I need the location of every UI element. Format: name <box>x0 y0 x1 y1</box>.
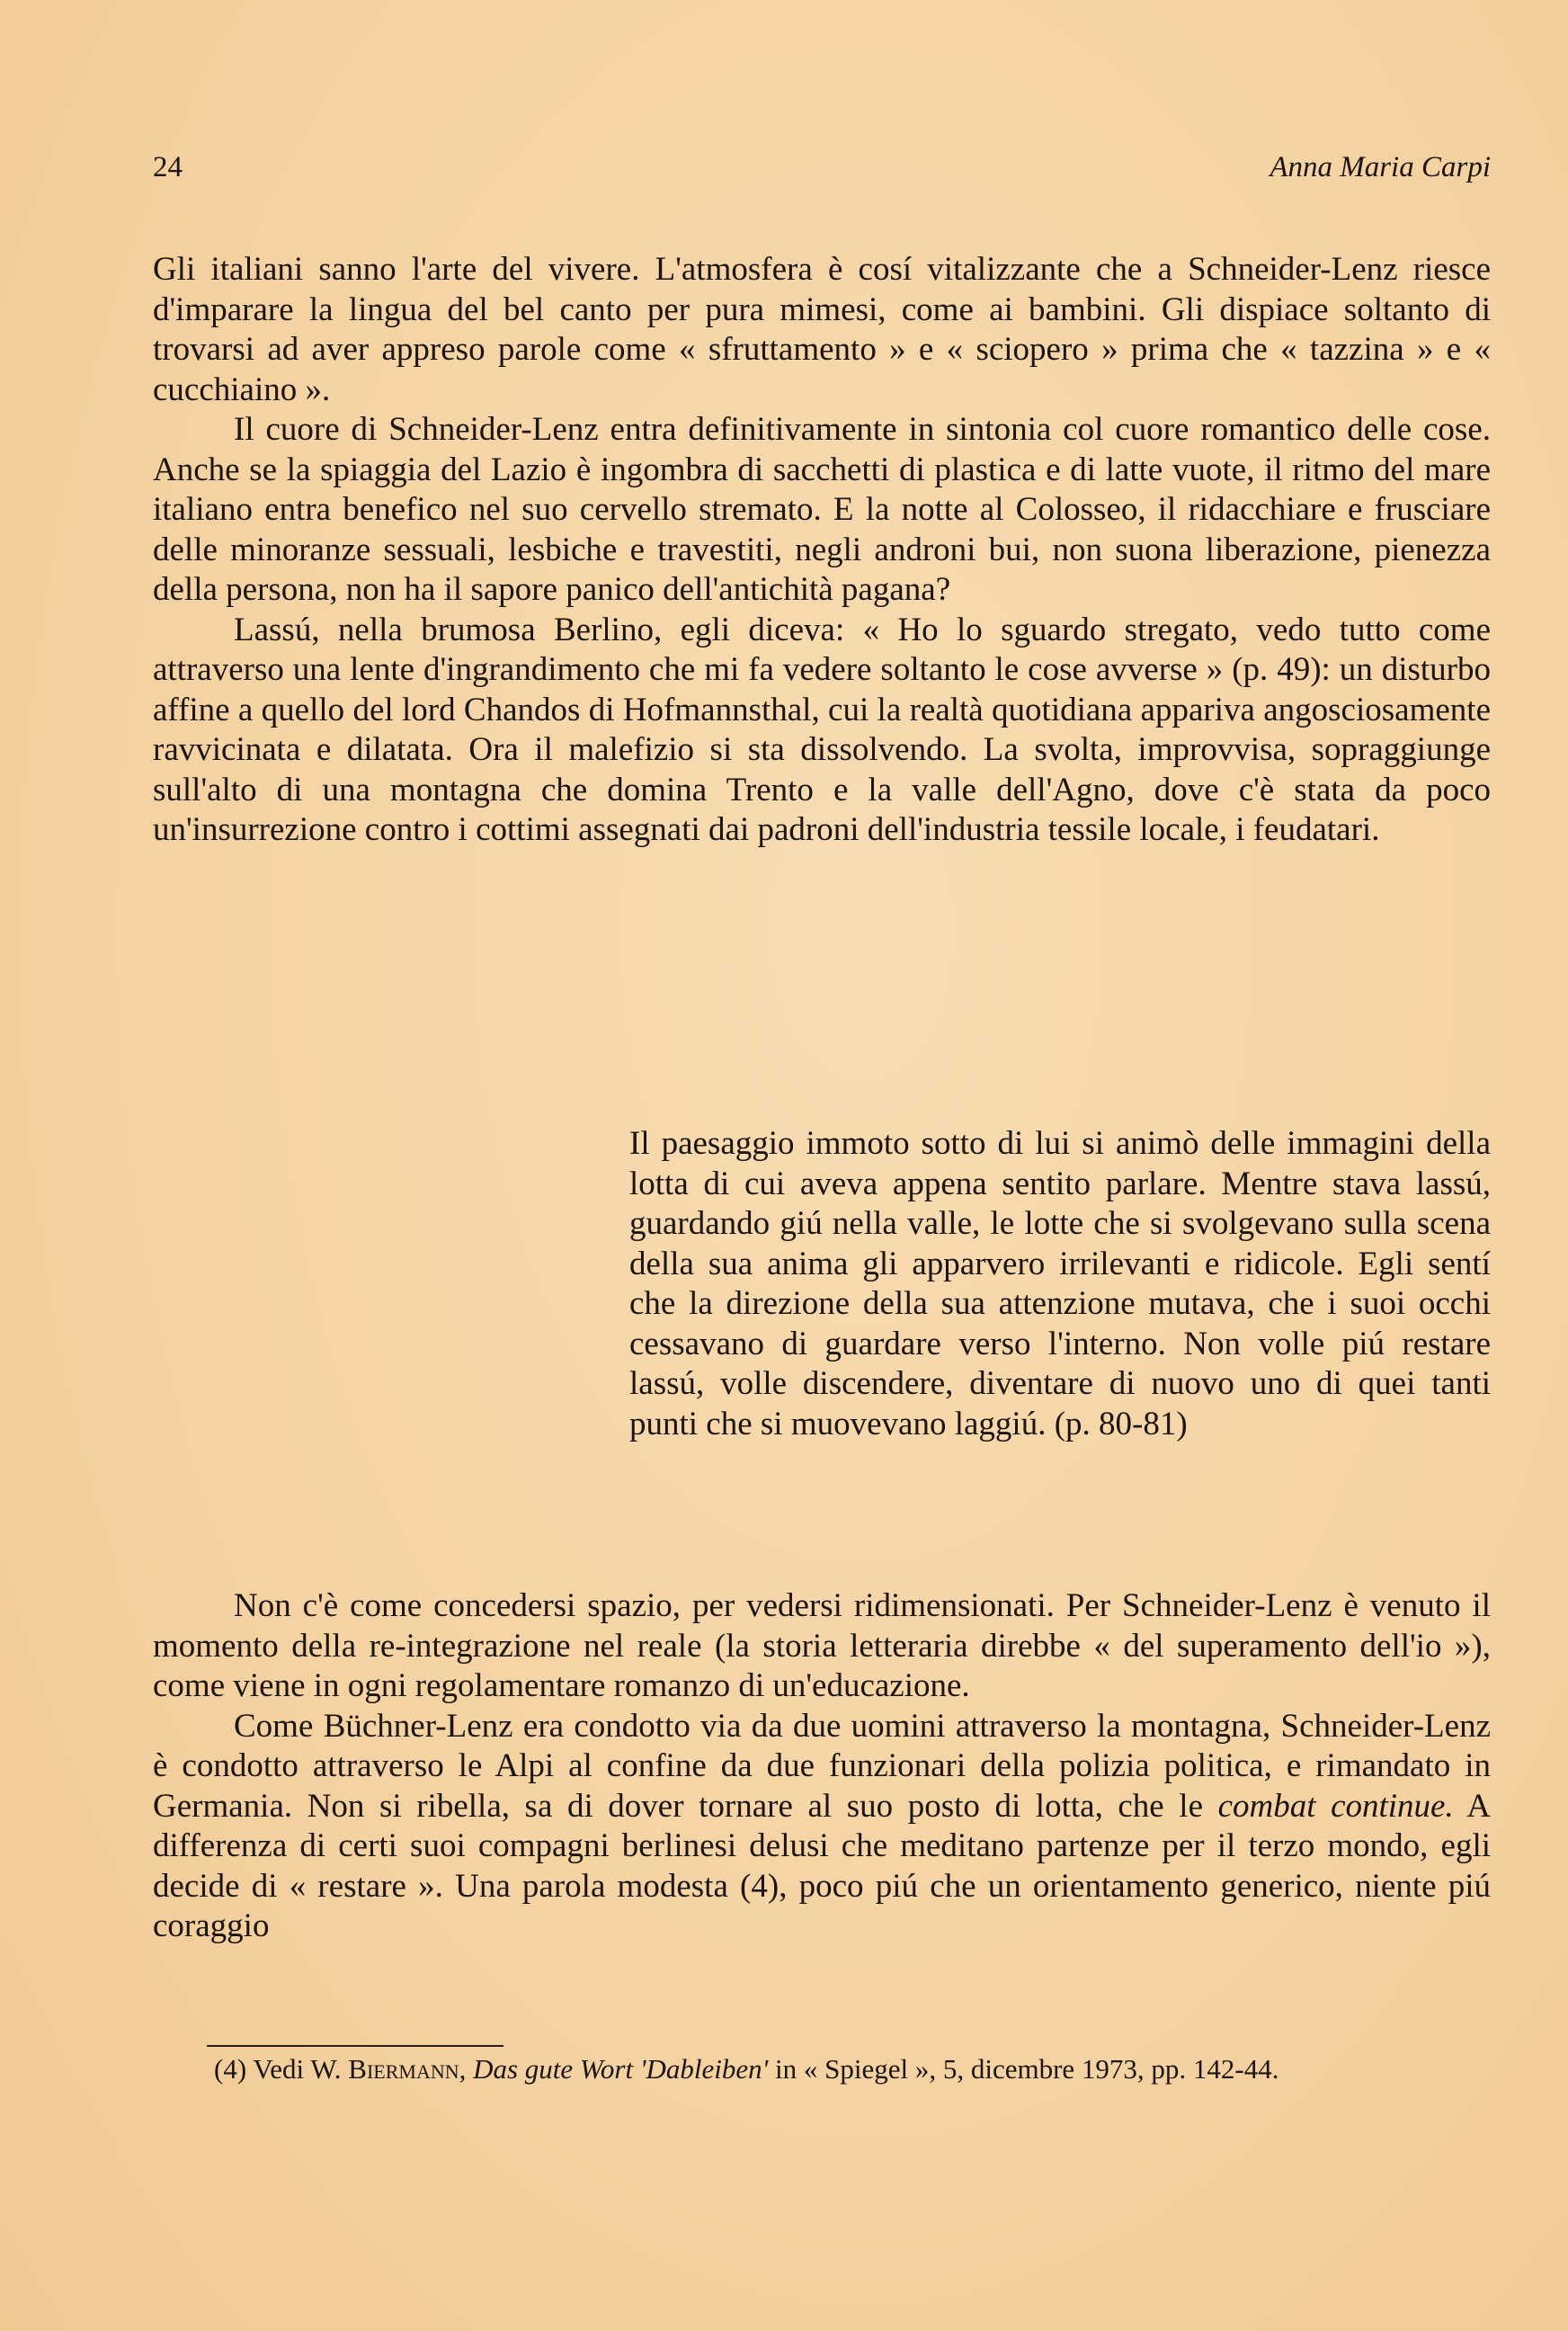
footnote-rest: in « Spiegel », 5, dicembre 1973, pp. 142-44. <box>768 2053 1279 2085</box>
running-author: Anna Maria Carpi <box>1270 151 1491 183</box>
paragraph-5-end: A differenza di certi suoi compagni berlinesi delusi che meditano partenze per il terzo mondo, egli decide di « restare ». Una parola modesta (4), poco piú che un orientamento generico, niente piú coraggio <box>153 1787 1491 1944</box>
paragraph-4: Non c'è come concedersi spazio, per vedersi ridimensionati. Per Schneider-Lenz è venuto il momento della re-integrazione nel reale (la storia letteraria direbbe « del superamento dell'io »), come viene in ogni regolamentare romanzo di un'educazione. <box>153 1587 1491 1704</box>
paragraph-5 <box>153 1707 1491 1947</box>
footnote-author: Biermann <box>348 2053 459 2085</box>
footnote-divider <box>207 2045 503 2047</box>
footnote-sep: , <box>459 2053 474 2085</box>
footnote-title: Das gute Wort 'Dableiben' <box>473 2053 769 2085</box>
body-text <box>153 250 1491 851</box>
paragraph-5-start: Come Büchner-Lenz era condotto via da due uomini attraverso la montagna, Schneider-Lenz è condotto attraverso le Alpi al confine da due funzionari della polizia politica, e rimandato in Germania. Non si ribella, sa di dover tornare al suo posto di lotta, che le <box>153 1707 1491 1825</box>
running-head <box>153 151 1491 187</box>
footnote <box>153 2052 1491 2085</box>
italic-phrase: combat continue. <box>1217 1787 1454 1825</box>
footnote-marker: (4) Vedi W. <box>214 2053 349 2085</box>
block-quote: Il paesaggio immoto sotto di lui si animò delle immagini della lotta di cui aveva appena sentito parlare. Mentre stava lassú, guardando giú nella valle, le lotte che si svolgevano sulla scena della sua anima gli apparvero irrilevanti e ridicole. Egli sentí che la direzione della sua attenzione mutava, che i suoi occhi cessavano di guardare verso l'interno. Non volle piú restare lassú, volle discendere, diventare di nuovo uno di quei tanti punti che si muovevano laggiú. (p. 80-81) <box>629 1125 1491 1442</box>
paragraph-2: Il cuore di Schneider-Lenz entra definitivamente in sintonia col cuore romantico delle cose. Anche se la spiaggia del Lazio è ingombra di sacchetti di plastica e di latte vuote, il ritmo del mare italiano entra benefico nel suo cervello stremato. E la notte al Colosseo, il ridacchiare e frusciare delle minoranze sessuali, lesbiche e travestiti, negli androni bui, non suona liberazione, pienezza della persona, non ha il sapore panico dell'antichità pagana? <box>153 411 1491 608</box>
body-text-continued <box>153 1586 1491 1947</box>
page-number: 24 <box>153 151 183 183</box>
paragraph-3: Lassú, nella brumosa Berlino, egli diceva: « Ho lo sguardo stregato, vedo tutto come attraverso una lente d'ingrandimento che mi fa vedere soltanto le cose avverse » (p. 49): un disturbo affine a quello del lord Chandos di Hofmannsthal, cui la realtà quotidiana appariva angosciosamente ravvicinata e dilatata. Ora il malefizio si sta dissolvendo. La svolta, improvvisa, sopraggiunge sull'alto di una montagna che domina Trento e la valle dell'Agno, dove c'è stata da poco un'insurrezione contro i cottimi assegnati dai padroni dell'industria tessile locale, i feudatari. <box>153 611 1491 848</box>
paragraph-1: Gli italiani sanno l'arte del vivere. L'atmosfera è cosí vitalizzante che a Schneider-Lenz riesce d'imparare la lingua del bel canto per pura mimesi, come ai bambini. Gli dispiace soltanto di trovarsi ad aver appreso parole come « sfruttamento » e « sciopero » prima che « tazzina » e « cucchiaino ». <box>153 251 1491 408</box>
